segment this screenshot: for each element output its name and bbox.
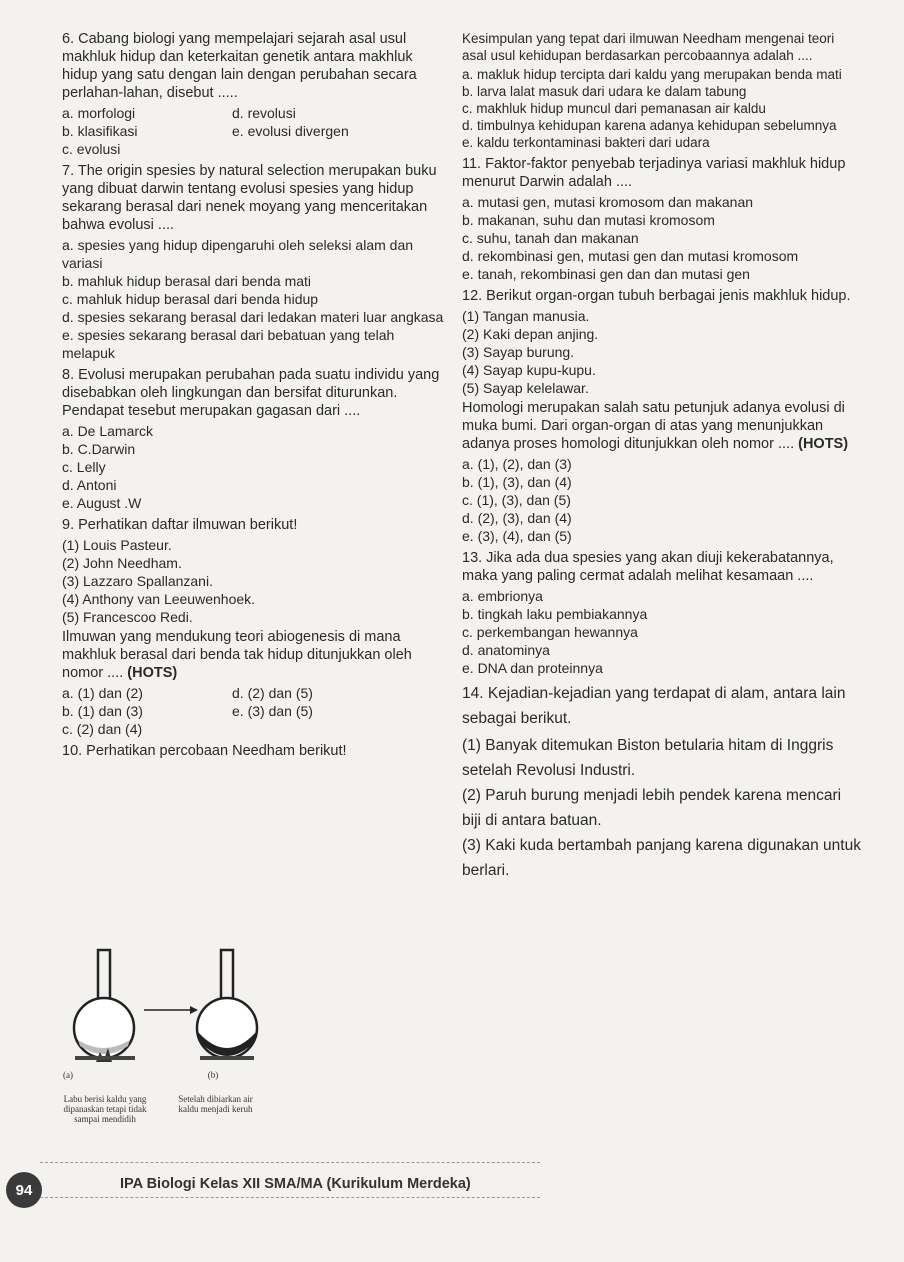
question-text: 6. Cabang biologi yang mempelajari sejarah asal usul makhluk hidup dan keterkaitan genetik antara makhluk hidup yang satu dengan lain dengan perubahan secara perlahan-lahan, disebut .....: [62, 31, 417, 101]
list-item: (2) Paruh burung menjadi lebih pendek karena mencari biji di antara batuan.: [462, 787, 842, 829]
question-8: [62, 366, 444, 512]
option-d[interactable]: d. revolusi: [232, 105, 296, 121]
question-11: [462, 155, 862, 283]
list-item: (4) Sayap kupu-kupu.: [462, 362, 596, 378]
option-c[interactable]: c. perkembangan hewannya: [462, 624, 638, 640]
list-item: (4) Anthony van Leeuwenhoek.: [62, 591, 256, 607]
options: [62, 104, 444, 158]
hots-label: (HOTS): [127, 665, 178, 681]
option-d[interactable]: d. anatominya: [462, 642, 550, 658]
question-text: 12. Berikut organ-organ tubuh berbagai jenis makhluk hidup.: [462, 288, 851, 304]
option-e[interactable]: e. spesies sekarang berasal dari bebatuan yang telah melapuk: [62, 327, 395, 361]
list-item: (1) Louis Pasteur.: [62, 537, 172, 553]
option-c[interactable]: c. Lelly: [62, 459, 106, 475]
option-b[interactable]: b. (1), (3), dan (4): [462, 474, 572, 490]
list-item: (1) Banyak ditemukan Biston betularia hitam di Inggris setelah Revolusi Industri.: [462, 737, 834, 779]
option-a[interactable]: a. embrionya: [462, 588, 543, 604]
options: [462, 587, 862, 677]
prompt-text: Homologi merupakan salah satu petunjuk adanya evolusi di muka bumi. Dari organ-organ di atas yang menunjukkan adanya proses homologi ditunjukkan oleh nomor ....: [462, 400, 845, 452]
options: [462, 66, 862, 151]
page-number: 94: [6, 1172, 42, 1208]
option-b[interactable]: b. (1) dan (3): [62, 703, 143, 719]
question-6: [62, 30, 444, 158]
option-e[interactable]: e. tanah, rekombinasi gen dan dan mutasi gen: [462, 266, 750, 282]
option-e[interactable]: e. kaldu terkontaminasi bakteri dari udara: [462, 135, 710, 150]
divider: [40, 1162, 540, 1164]
question-prompt: [462, 399, 862, 453]
figure-caption-a: Labu berisi kaldu yang dipanaskan tetapi tidak sampai mendidih: [63, 1094, 147, 1124]
option-c[interactable]: c. mahluk hidup berasal dari benda hidup: [62, 291, 319, 307]
needham-experiment-figure: [40, 928, 280, 1138]
question-12: [462, 287, 862, 545]
question-7: [62, 162, 444, 362]
option-d[interactable]: d. Antoni: [62, 477, 117, 493]
list-item: (2) John Needham.: [62, 555, 182, 571]
flask-a-icon: [74, 950, 134, 1062]
question-10: [62, 742, 444, 760]
question-14: [462, 681, 862, 883]
option-d[interactable]: d. (2) dan (5): [232, 685, 313, 701]
list-item: (5) Sayap kelelawar.: [462, 380, 589, 396]
divider: [40, 1197, 540, 1199]
organ-list: [462, 307, 862, 397]
option-c[interactable]: c. (1), (3), dan (5): [462, 492, 571, 508]
option-e[interactable]: e. (3) dan (5): [232, 703, 313, 719]
option-d[interactable]: d. (2), (3), dan (4): [462, 510, 572, 526]
question-text: Kesimpulan yang tepat dari ilmuwan Needham mengenai teori asal usul kehidupan berdasarkan percobaannya adalah ....: [462, 31, 835, 63]
option-c[interactable]: c. makhluk hidup muncul dari pemanasan air kaldu: [462, 101, 766, 116]
question-prompt: [62, 628, 444, 682]
question-9: [62, 516, 444, 738]
right-column: [462, 30, 862, 887]
list-item: (3) Lazzaro Spallanzani.: [62, 573, 213, 589]
hots-label: (HOTS): [798, 436, 849, 452]
question-13: [462, 549, 862, 677]
option-b[interactable]: b. makanan, suhu dan mutasi kromosom: [462, 212, 715, 228]
option-a[interactable]: a. (1), (2), dan (3): [462, 456, 572, 472]
option-b[interactable]: b. C.Darwin: [62, 441, 136, 457]
option-e[interactable]: e. evolusi divergen: [232, 123, 349, 139]
list-item: (3) Kaki kuda bertambah panjang karena digunakan untuk berlari.: [462, 837, 861, 879]
question-text: 14. Kejadian-kejadian yang terdapat di alam, antara lain sebagai berikut.: [462, 685, 846, 727]
option-b[interactable]: b. tingkah laku pembiakannya: [462, 606, 648, 622]
option-c[interactable]: c. (2) dan (4): [62, 721, 143, 737]
prompt-text: Ilmuwan yang mendukung teori abiogenesis di mana makhluk berasal dari benda tak hidup ditunjukkan oleh nomor ....: [62, 629, 412, 681]
question-text: 7. The origin spesies by natural selection merupakan buku yang dibuat darwin tentang evolusi spesies yang hidup sekarang berasal dari nenek moyang yang menceritakan bahwa evolusi ....: [62, 163, 437, 233]
question-text: 13. Jika ada dua spesies yang akan diuji kekerabatannya, maka yang paling cermat adalah melihat kesamaan ....: [462, 550, 834, 584]
left-column: [62, 30, 444, 764]
figure-label-b: (b): [207, 1070, 219, 1080]
figure-caption-b: Setelah dibiarkan air kaldu menjadi keruh: [178, 1094, 253, 1114]
option-c[interactable]: c. evolusi: [62, 141, 121, 157]
list-item: (3) Sayap burung.: [462, 344, 575, 360]
question-text: 8. Evolusi merupakan perubahan pada suatu individu yang disebabkan oleh lingkungan dan bersifat diturunkan. Pendapat tesebut merupakan gagasan dari ....: [62, 367, 440, 419]
page-footer: [0, 1152, 904, 1222]
option-c[interactable]: c. suhu, tanah dan makanan: [462, 230, 639, 246]
scientist-list: [62, 536, 444, 626]
option-a[interactable]: a. (1) dan (2): [62, 685, 143, 701]
option-e[interactable]: e. DNA dan proteinnya: [462, 660, 603, 676]
option-e[interactable]: e. August .W: [62, 495, 142, 511]
list-item: (5) Francescoo Redi.: [62, 609, 193, 625]
question-10-continued: [462, 30, 862, 151]
question-text: 10. Perhatikan percobaan Needham berikut!: [62, 743, 347, 759]
options: [462, 455, 862, 545]
option-a[interactable]: a. mutasi gen, mutasi kromosom dan makanan: [462, 194, 754, 210]
event-list: [462, 733, 862, 883]
options: [62, 236, 444, 362]
options: [62, 422, 444, 512]
option-d[interactable]: d. spesies sekarang berasal dari ledakan materi luar angkasa: [62, 309, 444, 325]
options: [62, 684, 444, 738]
figure-label-a: (a): [63, 1070, 73, 1080]
list-item: (1) Tangan manusia.: [462, 308, 590, 324]
question-text: 9. Perhatikan daftar ilmuwan berikut!: [62, 517, 298, 533]
option-a[interactable]: a. morfologi: [62, 105, 136, 121]
option-a[interactable]: a. spesies yang hidup dipengaruhi oleh seleksi alam dan variasi: [62, 237, 414, 271]
flask-b-icon: [197, 950, 257, 1058]
option-b[interactable]: b. mahluk hidup berasal dari benda mati: [62, 273, 312, 289]
option-a[interactable]: a. makluk hidup tercipta dari kaldu yang merupakan benda mati: [462, 67, 842, 82]
option-b[interactable]: b. larva lalat masuk dari udara ke dalam tabung: [462, 84, 747, 99]
option-d[interactable]: d. rekombinasi gen, mutasi gen dan mutasi kromosom: [462, 248, 799, 264]
option-a[interactable]: a. De Lamarck: [62, 423, 154, 439]
option-b[interactable]: b. klasifikasi: [62, 123, 138, 139]
list-item: (2) Kaki depan anjing.: [462, 326, 599, 342]
book-title: IPA Biologi Kelas XII SMA/MA (Kurikulum Merdeka): [120, 1176, 471, 1192]
question-text: 11. Faktor-faktor penyebab terjadinya variasi makhluk hidup menurut Darwin adalah ....: [462, 156, 846, 190]
option-d[interactable]: d. timbulnya kehidupan karena adanya kehidupan sebelumnya: [462, 118, 837, 133]
options: [462, 193, 862, 283]
option-e[interactable]: e. (3), (4), dan (5): [462, 528, 572, 544]
